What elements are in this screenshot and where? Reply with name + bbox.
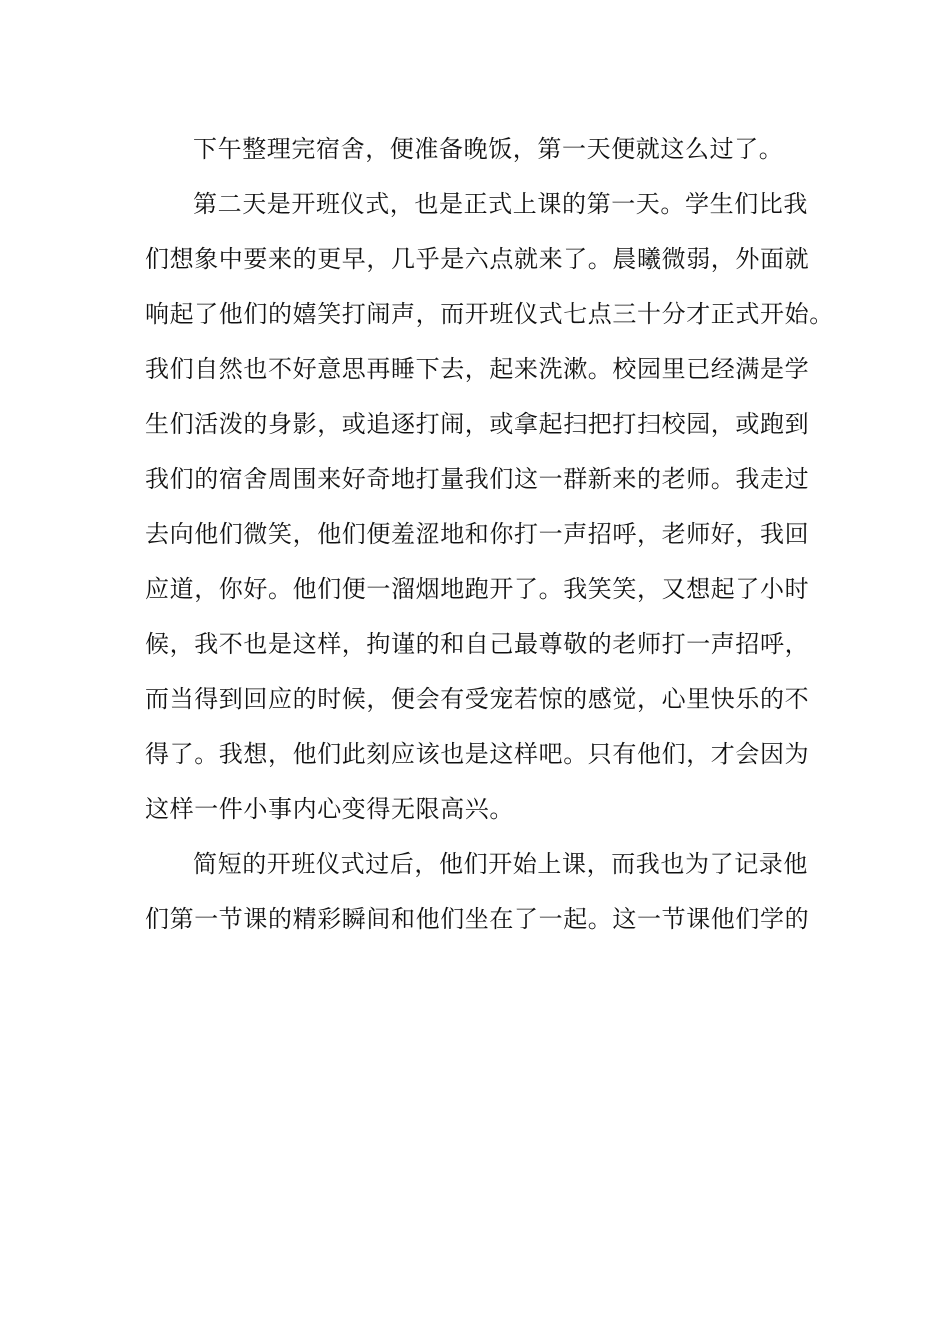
text-line: 生们活泼的身影，或追逐打闹，或拿起扫把打扫校园，或跑到 — [145, 410, 810, 438]
body-text — [145, 131, 835, 956]
text-line: 第二天是开班仪式，也是正式上课的第一天。学生们比我 — [193, 190, 808, 218]
text-line: 们想象中要来的更早，几乎是六点就来了。晨曦微弱，外面就 — [145, 245, 810, 273]
text-line: 简短的开班仪式过后，他们开始上课，而我也为了记录他 — [193, 850, 808, 878]
text-line: 们第一节课的精彩瞬间和他们坐在了一起。这一节课他们学的 — [145, 905, 810, 933]
text-line: 去向他们微笑，他们便羞涩地和你打一声招呼，老师好，我回 — [145, 520, 810, 548]
text-line: 应道，你好。他们便一溜烟地跑开了。我笑笑，又想起了小时 — [145, 575, 810, 603]
text-line: 我们自然也不好意思再睡下去，起来洗漱。校园里已经满是学 — [145, 355, 810, 383]
text-line: 得了。我想，他们此刻应该也是这样吧。只有他们，才会因为 — [145, 740, 810, 768]
text-line: 这样一件小事内心变得无限高兴。 — [145, 795, 514, 823]
text-line: 我们的宿舍周围来好奇地打量我们这一群新来的老师。我走过 — [145, 465, 810, 493]
text-line: 候，我不也是这样，拘谨的和自己最尊敬的老师打一声招呼， — [145, 630, 810, 658]
text-line: 而当得到回应的时候，便会有受宠若惊的感觉，心里快乐的不 — [145, 685, 810, 713]
text-line: 响起了他们的嬉笑打闹声，而开班仪式七点三十分才正式开始。 — [145, 300, 834, 328]
text-line: 下午整理完宿舍，便准备晚饭，第一天便就这么过了。 — [193, 135, 784, 163]
